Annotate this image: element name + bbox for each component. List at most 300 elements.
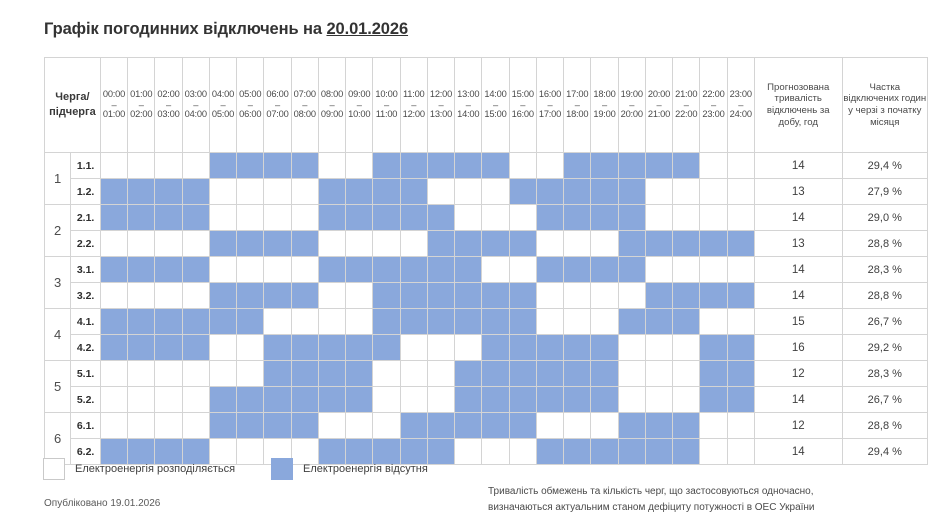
outage-cell bbox=[591, 335, 618, 361]
outage-cell bbox=[673, 179, 700, 205]
outage-cell bbox=[346, 153, 373, 179]
column-header-hour-11 bbox=[400, 58, 427, 153]
outage-cell bbox=[291, 361, 318, 387]
outage-cell bbox=[427, 387, 454, 413]
outage-cell bbox=[482, 205, 509, 231]
outage-cell bbox=[673, 231, 700, 257]
outage-cell bbox=[373, 309, 400, 335]
subqueue-label: 6.1. bbox=[71, 413, 101, 439]
outage-cell bbox=[536, 361, 563, 387]
queue-header-line2: підчерга bbox=[49, 106, 96, 118]
outage-cell bbox=[727, 205, 754, 231]
table-row bbox=[45, 153, 928, 179]
hour-end-label: 13:00 bbox=[429, 109, 453, 120]
outage-cell bbox=[237, 153, 264, 179]
outage-cell bbox=[536, 335, 563, 361]
outage-cell bbox=[182, 205, 209, 231]
subqueue-label: 3.1. bbox=[71, 257, 101, 283]
outage-cell bbox=[182, 361, 209, 387]
outage-cell bbox=[645, 257, 672, 283]
outage-cell bbox=[482, 231, 509, 257]
outage-cell bbox=[455, 205, 482, 231]
hour-range-dash: – bbox=[329, 99, 335, 110]
outage-cell bbox=[128, 179, 155, 205]
column-header-hour-7 bbox=[291, 58, 318, 153]
outage-cell bbox=[155, 179, 182, 205]
outage-cell bbox=[209, 179, 236, 205]
column-header-hour-1 bbox=[128, 58, 155, 153]
hour-start-label: 10:00 bbox=[375, 89, 398, 100]
outage-cell bbox=[209, 257, 236, 283]
outage-cell bbox=[482, 257, 509, 283]
outage-cell bbox=[509, 257, 536, 283]
subqueue-label: 5.2. bbox=[71, 387, 101, 413]
outage-cell bbox=[427, 335, 454, 361]
outage-schedule-table bbox=[44, 57, 928, 465]
legend-label-power-on: Електроенергія розподіляється bbox=[75, 463, 236, 475]
column-header-hour-19 bbox=[618, 58, 645, 153]
outage-cell bbox=[209, 361, 236, 387]
outage-cell bbox=[209, 283, 236, 309]
outage-cell bbox=[482, 361, 509, 387]
outage-cell bbox=[618, 153, 645, 179]
outage-cell bbox=[509, 231, 536, 257]
outage-cell bbox=[727, 439, 754, 465]
hour-start-label: 14:00 bbox=[484, 89, 507, 100]
outage-cell bbox=[591, 387, 618, 413]
outage-cell bbox=[673, 205, 700, 231]
outage-cell bbox=[727, 335, 754, 361]
subqueue-label: 2.2. bbox=[71, 231, 101, 257]
hour-start-label: 13:00 bbox=[457, 89, 480, 100]
column-header-hour-20 bbox=[645, 58, 672, 153]
outage-cell bbox=[155, 283, 182, 309]
outage-cell bbox=[618, 387, 645, 413]
table-row bbox=[45, 361, 928, 387]
legend-label-power-off: Електроенергія відсутня bbox=[303, 463, 428, 475]
outage-cell bbox=[128, 413, 155, 439]
outage-cell bbox=[700, 439, 727, 465]
outage-cell bbox=[673, 387, 700, 413]
outage-cell bbox=[591, 231, 618, 257]
outage-cell bbox=[455, 257, 482, 283]
table-body bbox=[45, 153, 928, 465]
outage-cell bbox=[264, 283, 291, 309]
duration-value: 14 bbox=[754, 439, 842, 465]
outage-cell bbox=[645, 387, 672, 413]
hour-end-label: 06:00 bbox=[239, 109, 262, 120]
outage-cell bbox=[536, 179, 563, 205]
hour-start-label: 06:00 bbox=[266, 89, 289, 100]
outage-cell bbox=[482, 179, 509, 205]
outage-cell bbox=[618, 205, 645, 231]
outage-cell bbox=[155, 413, 182, 439]
outage-cell bbox=[645, 231, 672, 257]
table-row bbox=[45, 231, 928, 257]
hour-end-label: 21:00 bbox=[647, 109, 671, 120]
outage-cell bbox=[264, 335, 291, 361]
subqueue-label: 5.1. bbox=[71, 361, 101, 387]
outage-cell bbox=[209, 413, 236, 439]
outage-cell bbox=[400, 309, 427, 335]
column-header-hour-23 bbox=[727, 58, 754, 153]
share-value: 29,2 % bbox=[842, 335, 927, 361]
outage-cell bbox=[509, 361, 536, 387]
outage-cell bbox=[237, 231, 264, 257]
outage-cell bbox=[373, 231, 400, 257]
outage-cell bbox=[346, 205, 373, 231]
share-value: 29,0 % bbox=[842, 205, 927, 231]
outage-cell bbox=[509, 413, 536, 439]
outage-cell bbox=[100, 387, 127, 413]
outage-cell bbox=[427, 153, 454, 179]
outage-cell bbox=[155, 335, 182, 361]
queue-header-line1: Черга/ bbox=[55, 91, 90, 104]
outage-cell bbox=[455, 361, 482, 387]
outage-cell bbox=[564, 231, 591, 257]
column-header-hour-4 bbox=[209, 58, 236, 153]
outage-cell bbox=[155, 205, 182, 231]
outage-cell bbox=[482, 153, 509, 179]
outage-cell bbox=[209, 205, 236, 231]
outage-cell bbox=[128, 205, 155, 231]
outage-cell bbox=[455, 413, 482, 439]
outage-cell bbox=[400, 361, 427, 387]
outage-cell bbox=[182, 153, 209, 179]
outage-cell bbox=[700, 335, 727, 361]
duration-value: 12 bbox=[754, 361, 842, 387]
column-header-hour-17 bbox=[564, 58, 591, 153]
outage-cell bbox=[618, 439, 645, 465]
outage-cell bbox=[673, 257, 700, 283]
outage-cell bbox=[264, 361, 291, 387]
outage-cell bbox=[509, 309, 536, 335]
outage-cell bbox=[373, 387, 400, 413]
outage-cell bbox=[645, 205, 672, 231]
outage-cell bbox=[400, 413, 427, 439]
column-header-hour-5 bbox=[237, 58, 264, 153]
outage-cell bbox=[482, 387, 509, 413]
outage-cell bbox=[400, 231, 427, 257]
outage-cell bbox=[536, 283, 563, 309]
column-header-hour-6 bbox=[264, 58, 291, 153]
outage-cell bbox=[264, 387, 291, 413]
outage-cell bbox=[536, 231, 563, 257]
hour-start-label: 00:00 bbox=[102, 89, 126, 100]
duration-value: 13 bbox=[754, 231, 842, 257]
column-header-hour-12 bbox=[427, 58, 454, 153]
outage-cell bbox=[346, 283, 373, 309]
outage-cell bbox=[427, 283, 454, 309]
outage-schedule-table-wrapper bbox=[44, 57, 928, 465]
outage-cell bbox=[618, 231, 645, 257]
page-title-text: Графік погодинних відключень на bbox=[44, 20, 327, 38]
outage-cell bbox=[645, 361, 672, 387]
outage-cell bbox=[536, 205, 563, 231]
outage-cell bbox=[564, 335, 591, 361]
outage-cell bbox=[291, 335, 318, 361]
outage-cell bbox=[727, 361, 754, 387]
outage-cell bbox=[509, 335, 536, 361]
outage-cell bbox=[128, 387, 155, 413]
outage-cell bbox=[482, 439, 509, 465]
outage-cell bbox=[100, 257, 127, 283]
column-header-hour-21 bbox=[673, 58, 700, 153]
outage-cell bbox=[155, 231, 182, 257]
outage-cell bbox=[264, 309, 291, 335]
share-value: 28,3 % bbox=[842, 361, 927, 387]
outage-cell bbox=[182, 413, 209, 439]
hour-start-label: 08:00 bbox=[320, 89, 344, 100]
hour-start-label: 05:00 bbox=[239, 89, 262, 100]
duration-value: 16 bbox=[754, 335, 842, 361]
outage-cell bbox=[673, 439, 700, 465]
subqueue-label: 4.1. bbox=[71, 309, 101, 335]
outage-cell bbox=[155, 361, 182, 387]
footer-note bbox=[488, 484, 908, 515]
outage-cell bbox=[673, 413, 700, 439]
outage-cell bbox=[182, 335, 209, 361]
outage-cell bbox=[155, 153, 182, 179]
outage-cell bbox=[100, 153, 127, 179]
outage-cell bbox=[237, 413, 264, 439]
outage-cell bbox=[564, 387, 591, 413]
hour-end-label: 12:00 bbox=[402, 109, 425, 120]
outage-cell bbox=[100, 231, 127, 257]
outage-cell bbox=[291, 387, 318, 413]
outage-cell bbox=[264, 257, 291, 283]
outage-cell bbox=[427, 205, 454, 231]
hour-range-dash: – bbox=[193, 99, 199, 110]
subqueue-label: 4.2. bbox=[71, 335, 101, 361]
outage-cell bbox=[400, 153, 427, 179]
published-date: Опубліковано 19.01.2026 bbox=[44, 498, 161, 509]
outage-cell bbox=[128, 153, 155, 179]
hour-end-label: 08:00 bbox=[293, 109, 316, 120]
outage-cell bbox=[209, 309, 236, 335]
outage-cell bbox=[128, 361, 155, 387]
outage-cell bbox=[100, 309, 127, 335]
hour-range-dash: – bbox=[574, 99, 580, 110]
outage-cell bbox=[455, 309, 482, 335]
hour-end-label: 09:00 bbox=[320, 109, 344, 120]
table-header-row bbox=[45, 58, 928, 153]
outage-cell bbox=[591, 257, 618, 283]
outage-cell bbox=[536, 153, 563, 179]
outage-cell bbox=[318, 387, 345, 413]
share-value: 26,7 % bbox=[842, 387, 927, 413]
duration-value: 14 bbox=[754, 153, 842, 179]
outage-cell bbox=[291, 153, 318, 179]
hour-range-dash: – bbox=[438, 99, 444, 110]
outage-cell bbox=[591, 439, 618, 465]
outage-cell bbox=[564, 153, 591, 179]
outage-cell bbox=[291, 257, 318, 283]
outage-cell bbox=[237, 387, 264, 413]
outage-cell bbox=[673, 335, 700, 361]
outage-cell bbox=[182, 283, 209, 309]
subqueue-label: 3.2. bbox=[71, 283, 101, 309]
outage-cell bbox=[482, 335, 509, 361]
outage-cell bbox=[100, 179, 127, 205]
queue-number-4: 4 bbox=[45, 309, 71, 361]
table-row bbox=[45, 179, 928, 205]
hour-start-label: 18:00 bbox=[593, 89, 616, 100]
hour-start-label: 20:00 bbox=[647, 89, 671, 100]
outage-cell bbox=[455, 231, 482, 257]
queue-number-5: 5 bbox=[45, 361, 71, 413]
outage-cell bbox=[128, 309, 155, 335]
outage-cell bbox=[564, 257, 591, 283]
outage-cell bbox=[346, 361, 373, 387]
outage-cell bbox=[400, 257, 427, 283]
outage-cell bbox=[318, 231, 345, 257]
outage-cell bbox=[346, 179, 373, 205]
hour-start-label: 17:00 bbox=[566, 89, 589, 100]
outage-cell bbox=[645, 283, 672, 309]
outage-cell bbox=[237, 283, 264, 309]
duration-value: 14 bbox=[754, 283, 842, 309]
outage-cell bbox=[455, 283, 482, 309]
outage-cell bbox=[373, 413, 400, 439]
hour-range-dash: – bbox=[465, 99, 471, 110]
outage-cell bbox=[700, 205, 727, 231]
outage-cell bbox=[591, 283, 618, 309]
hour-end-label: 15:00 bbox=[484, 109, 507, 120]
outage-cell bbox=[509, 439, 536, 465]
hour-range-dash: – bbox=[711, 99, 716, 110]
outage-cell bbox=[237, 257, 264, 283]
outage-cell bbox=[128, 283, 155, 309]
hour-start-label: 21:00 bbox=[675, 89, 698, 100]
outage-cell bbox=[155, 257, 182, 283]
footer-note-line-1: Тривалість обмежень та кількість черг, що застосовуються одночасно, bbox=[488, 486, 814, 497]
outage-cell bbox=[645, 335, 672, 361]
share-value: 27,9 % bbox=[842, 179, 927, 205]
hour-range-dash: – bbox=[602, 99, 607, 110]
outage-cell bbox=[182, 179, 209, 205]
outage-cell bbox=[100, 413, 127, 439]
outage-cell bbox=[618, 413, 645, 439]
outage-cell bbox=[727, 309, 754, 335]
column-header-queue bbox=[45, 58, 101, 153]
hour-range-dash: – bbox=[384, 99, 389, 110]
hour-start-label: 03:00 bbox=[184, 89, 207, 100]
hour-range-dash: – bbox=[520, 99, 526, 110]
outage-cell bbox=[482, 309, 509, 335]
outage-cell bbox=[346, 257, 373, 283]
outage-cell bbox=[182, 309, 209, 335]
outage-cell bbox=[237, 335, 264, 361]
outage-cell bbox=[427, 179, 454, 205]
outage-cell bbox=[291, 179, 318, 205]
outage-cell bbox=[645, 309, 672, 335]
outage-cell bbox=[318, 205, 345, 231]
outage-cell bbox=[318, 309, 345, 335]
outage-cell bbox=[700, 413, 727, 439]
duration-value: 14 bbox=[754, 257, 842, 283]
outage-cell bbox=[700, 283, 727, 309]
outage-cell bbox=[400, 335, 427, 361]
outage-cell bbox=[373, 335, 400, 361]
hour-start-label: 11:00 bbox=[402, 89, 425, 100]
hour-end-label: 17:00 bbox=[538, 109, 562, 120]
outage-cell bbox=[509, 283, 536, 309]
queue-number-2: 2 bbox=[45, 205, 71, 257]
subqueue-label: 1.2. bbox=[71, 179, 101, 205]
outage-cell bbox=[482, 413, 509, 439]
outage-cell bbox=[564, 309, 591, 335]
outage-cell bbox=[727, 387, 754, 413]
outage-cell bbox=[400, 205, 427, 231]
hour-start-label: 16:00 bbox=[538, 89, 562, 100]
outage-cell bbox=[291, 309, 318, 335]
outage-cell bbox=[509, 153, 536, 179]
page-title bbox=[44, 20, 408, 39]
outage-cell bbox=[700, 257, 727, 283]
hour-start-label: 15:00 bbox=[511, 89, 534, 100]
outage-cell bbox=[318, 335, 345, 361]
outage-cell bbox=[618, 309, 645, 335]
outage-cell bbox=[727, 257, 754, 283]
outage-cell bbox=[427, 257, 454, 283]
column-header-hour-22 bbox=[700, 58, 727, 153]
outage-cell bbox=[673, 153, 700, 179]
table-row bbox=[45, 413, 928, 439]
outage-cell bbox=[100, 205, 127, 231]
hour-end-label: 22:00 bbox=[675, 109, 698, 120]
hour-start-label: 07:00 bbox=[293, 89, 316, 100]
footer-note-line-2: визначаються актуальним станом дефіциту потужності в ОЕС України bbox=[488, 501, 815, 513]
table-row bbox=[45, 387, 928, 413]
hour-end-label: 01:00 bbox=[102, 109, 126, 120]
outage-cell bbox=[591, 179, 618, 205]
outage-cell bbox=[673, 283, 700, 309]
column-header-hour-0 bbox=[100, 58, 127, 153]
outage-cell bbox=[291, 205, 318, 231]
share-value: 28,8 % bbox=[842, 283, 927, 309]
legend-swatch-power-off-icon bbox=[271, 458, 293, 480]
legend-swatch-power-on-icon bbox=[43, 458, 65, 480]
legend-item-power-off bbox=[271, 458, 428, 480]
outage-cell bbox=[318, 413, 345, 439]
hour-range-dash: – bbox=[493, 99, 498, 110]
outage-cell bbox=[509, 387, 536, 413]
outage-cell bbox=[155, 309, 182, 335]
table-row bbox=[45, 205, 928, 231]
share-value: 28,8 % bbox=[842, 413, 927, 439]
column-header-hour-8 bbox=[318, 58, 345, 153]
outage-cell bbox=[591, 361, 618, 387]
outage-cell bbox=[618, 335, 645, 361]
outage-cell bbox=[455, 179, 482, 205]
hour-range-dash: – bbox=[302, 99, 308, 110]
outage-cell bbox=[318, 179, 345, 205]
outage-cell bbox=[373, 283, 400, 309]
outage-cell bbox=[237, 179, 264, 205]
outage-cell bbox=[591, 413, 618, 439]
outage-cell bbox=[564, 439, 591, 465]
outage-cell bbox=[209, 387, 236, 413]
outage-cell bbox=[727, 413, 754, 439]
column-header-hour-3 bbox=[182, 58, 209, 153]
share-value: 29,4 % bbox=[842, 153, 927, 179]
outage-cell bbox=[536, 257, 563, 283]
share-value: 26,7 % bbox=[842, 309, 927, 335]
outage-cell bbox=[427, 361, 454, 387]
outage-cell bbox=[564, 361, 591, 387]
share-value: 28,8 % bbox=[842, 231, 927, 257]
